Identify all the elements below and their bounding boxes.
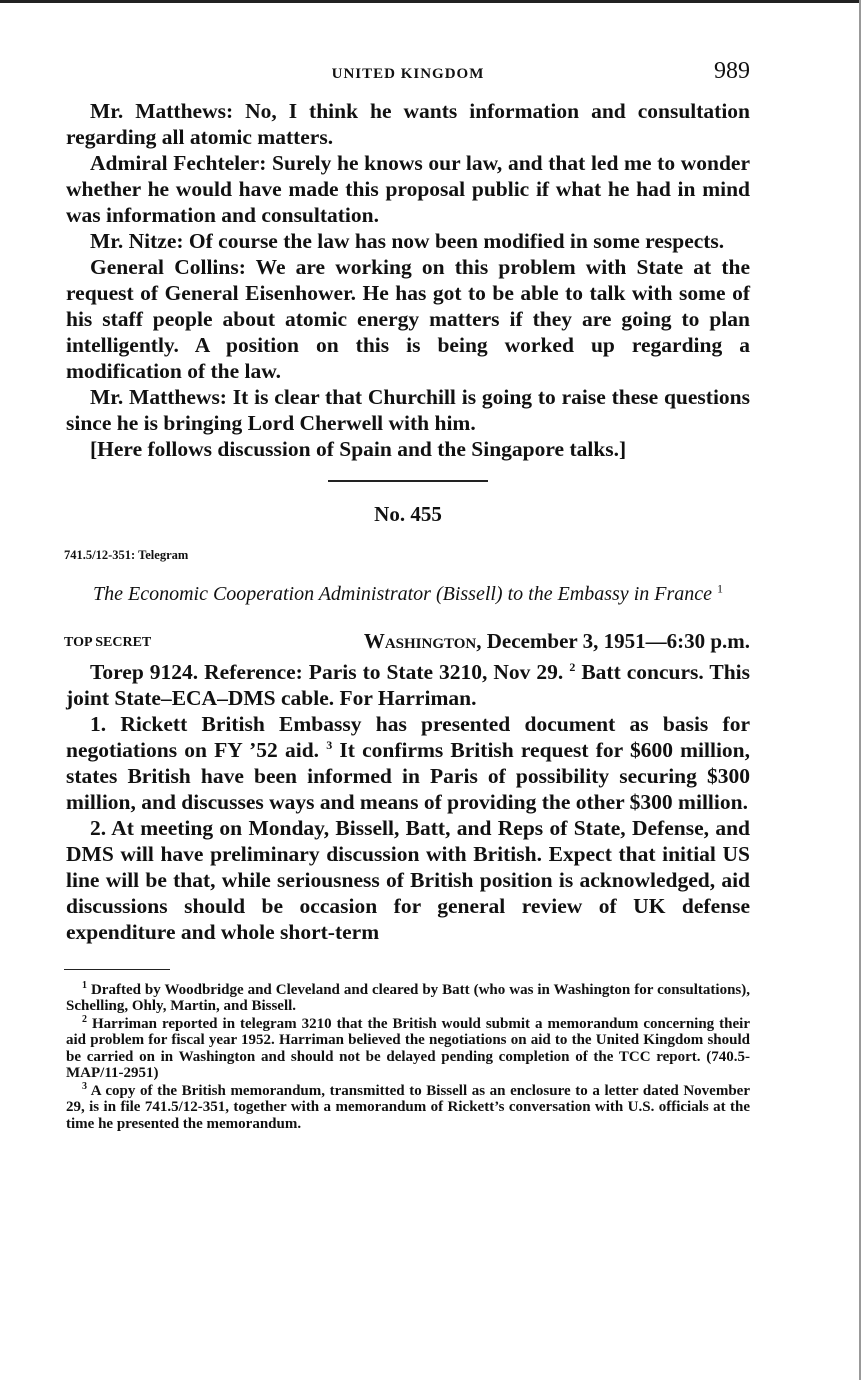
- footnote-text: Harriman reported in telegram 3210 that the British would submit a memorandum concerning their aid problem for fiscal year 1952. Harriman believed the negotiations on aid to the United Kingdom should be carried on in Washington and should not be delayed pending completion of the TCC report. (740.5-MAP/11-2951): [66, 1015, 750, 1081]
- editorial-note: [Here follows discussion of Spain and the Singapore talks.]: [90, 437, 627, 461]
- discussion-section: [66, 98, 750, 462]
- telegram-text: It confirms British request for $600 million, states British have been informed in Paris of possibility securing $300 million, and discusses ways and means of providing the other $300 million.: [66, 737, 751, 814]
- footnote-number: 3: [82, 1080, 87, 1092]
- footnote-rule: [64, 969, 170, 970]
- footnote-marker[interactable]: 2: [569, 659, 576, 674]
- page: [66, 58, 750, 1133]
- footnote-marker[interactable]: 3: [326, 737, 333, 752]
- discussion-paragraph: Mr. Nitze: Of course the law has now been modified in some respects.: [90, 229, 725, 253]
- place: Washington,: [363, 628, 482, 653]
- telegram-text: 1. Rickett British Embassy has presented document as basis for negotiations on FY ’52 aid.: [66, 711, 750, 762]
- footnote: [66, 1080, 750, 1133]
- running-head: UNITED KINGDOM: [331, 66, 485, 82]
- telegram-text: Batt concurs. This joint State–ECA–DMS cable. For Harriman.: [66, 659, 750, 710]
- section-divider: [328, 480, 488, 482]
- page-header: [66, 58, 750, 98]
- classification: TOP SECRET: [64, 634, 152, 650]
- footnote-number: 2: [82, 1013, 87, 1025]
- telegram-body: [66, 659, 750, 945]
- footnote-marker[interactable]: 1: [717, 580, 723, 595]
- discussion-paragraph: Mr. Matthews: It is clear that Churchill is going to raise these questions since he is bringing Lord Cherwell with him.: [66, 385, 750, 435]
- telegram-text: Torep 9124. Reference: Paris to State 3210, Nov 29.: [90, 659, 564, 684]
- footnote-text: Drafted by Woodbridge and Cleveland and cleared by Batt (who was in Washington for consultations), Schelling, Ohly, Martin, and Bissell.: [66, 981, 750, 1014]
- footnote: [66, 979, 750, 1015]
- page-number: 989: [714, 58, 750, 84]
- discussion-paragraph: Mr. Matthews: No, I think he wants information and consultation regarding all atomic matters.: [66, 99, 750, 149]
- top-border: [0, 0, 861, 3]
- dateline: [66, 629, 750, 657]
- telegram-paragraph: [66, 711, 750, 815]
- file-reference: 741.5/12-351: Telegram: [64, 547, 189, 562]
- discussion-paragraph: Admiral Fechteler: Surely he knows our law, and that led me to wonder whether he would have made this proposal public if what he had in mind was information and consultation.: [66, 151, 750, 227]
- footnote-text: A copy of the British memorandum, transmitted to Bissell as an enclosure to a letter dated November 29, is in file 741.5/12-351, together with a memorandum of Rickett’s conversation with U.S. officials at the time he presented the memorandum.: [66, 1082, 750, 1132]
- telegram-paragraph: 2. At meeting on Monday, Bissell, Batt, and Reps of State, Defense, and DMS will have preliminary discussion with British. Expect that initial US line will be that, while seriousness of British position is acknowledged, aid discussions should be occasion for general review of UK defense expenditure and whole short-term: [66, 815, 750, 944]
- document-title: [66, 581, 750, 607]
- footnotes: [66, 979, 750, 1133]
- document-title-text: The Economic Cooperation Administrator (Bissell) to the Embassy in France: [92, 582, 712, 605]
- telegram-paragraph: [66, 659, 750, 711]
- footnote-number: 1: [82, 979, 87, 991]
- place-date: [364, 629, 750, 654]
- discussion-paragraph: General Collins: We are working on this problem with State at the request of General Eisenhower. He has got to be able to talk with some of his staff people about atomic energy matters if they are going to plan intelligently. A position on this is being worked up regarding a modification of the law.: [66, 255, 750, 383]
- footnote: [66, 1013, 750, 1082]
- document-number: No. 455: [374, 501, 442, 526]
- date: December 3, 1951—6:30 p.m.: [486, 628, 750, 653]
